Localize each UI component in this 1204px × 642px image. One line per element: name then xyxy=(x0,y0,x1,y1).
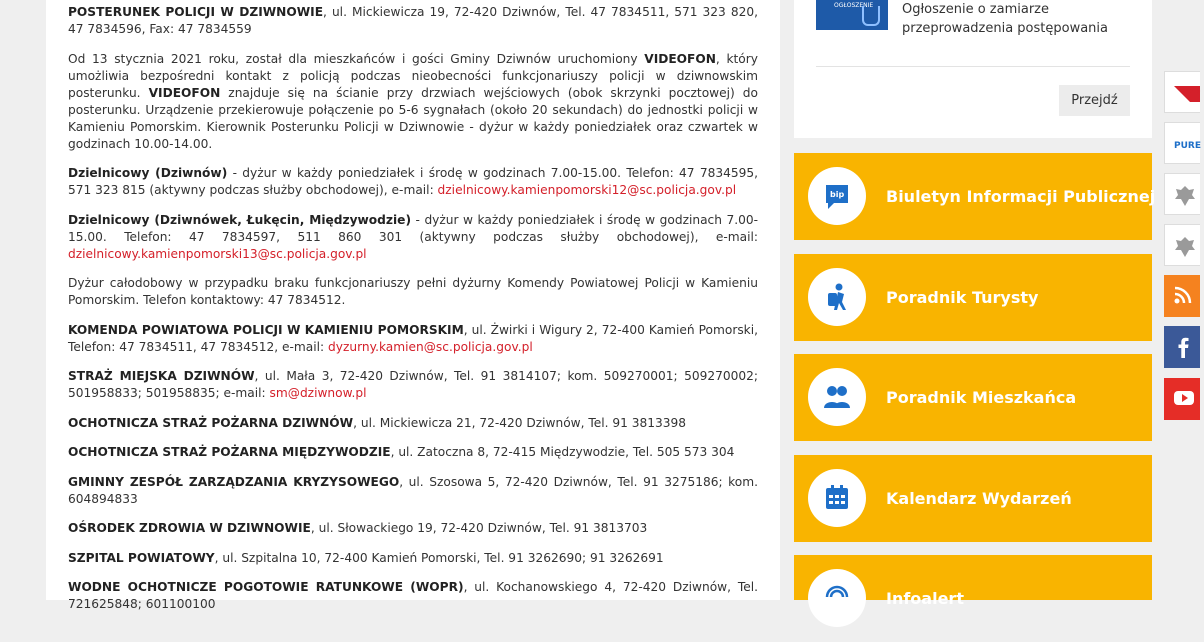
rail-rss-link[interactable] xyxy=(1164,275,1200,317)
contact-entry: STRAŻ MIEJSKA DZIWNÓW, ul. Mała 3, 72-420 Dziwnów, Tel. 91 3814107; kom. 509270001; 509270002; 501958833; 501958835; e-mail: sm@dziwnow.pl xyxy=(68,369,758,400)
entry-name: Dzielnicowy (Dziwnów) xyxy=(68,166,228,180)
entry-name: OŚRODEK ZDROWIA W DZIWNOWIE xyxy=(68,521,311,535)
email-link[interactable]: sm@dziwnow.pl xyxy=(269,386,367,400)
divider xyxy=(816,66,1130,67)
news-box xyxy=(794,0,1152,138)
contact-entry: OŚRODEK ZDROWIA W DZIWNOWIE, ul. Słowackiego 19, 72-420 Dziwnów, Tel. 91 3813703 xyxy=(68,521,648,535)
tourist-icon xyxy=(822,282,852,312)
news-figure-icon xyxy=(862,6,880,26)
infoalert-icon xyxy=(822,583,852,613)
svg-text:PURE: PURE xyxy=(1174,141,1201,151)
rail-facebook-link[interactable] xyxy=(1164,326,1200,368)
contact-entry: OCHOTNICZA STRAŻ POŻARNA MIĘDZYWODZIE, ul. Zatoczna 8, 72-415 Międzywodzie, Tel. 505 573 304 xyxy=(68,445,735,459)
svg-text:bip: bip xyxy=(1188,87,1201,95)
rail-bip-link[interactable] xyxy=(1164,71,1200,113)
email-link[interactable]: dzielnicowy.kamienpomorski13@sc.policja.gov.pl xyxy=(68,246,367,261)
email-link[interactable]: dyzurny.kamien@sc.policja.gov.pl xyxy=(328,339,533,354)
email-link[interactable]: dzielnicowy.kamienpomorski12@sc.policja.gov.pl xyxy=(437,183,737,197)
rail-emblem-link[interactable] xyxy=(1164,173,1200,215)
main-content xyxy=(46,0,780,611)
pure-icon xyxy=(1174,133,1204,157)
contact-entry: OCHOTNICZA STRAŻ POŻARNA DZIWNÓW, ul. Mickiewicza 21, 72-420 Dziwnów, Tel. 91 3813398 xyxy=(68,415,687,430)
entry-name: OCHOTNICZA STRAŻ POŻARNA MIĘDZYWODZIE xyxy=(68,445,391,459)
tile-events-calendar[interactable]: Kalendarz Wydarzeń xyxy=(794,455,1152,542)
residents-icon xyxy=(822,382,852,412)
tile-infoalert[interactable]: Infoalert xyxy=(794,555,1152,600)
contact-entry: GMINNY ZESPÓŁ ZARZĄDZANIA KRYZYSOWEGO, ul. Szosowa 5, 72-420 Dziwnów, Tel. 91 3275186; kom. 604894833 xyxy=(68,474,758,506)
entry-name: WODNE OCHOTNICZE POGOTOWIE RATUNKOWE (WOPR) xyxy=(68,580,464,594)
rail-emblem-link-2[interactable] xyxy=(1164,224,1200,266)
contact-entry: Dzielnicowy (Dziwnówek, Łukęcin, Międzywodzie) - dyżur w każdy poniedziałek i środę w godzinach 7.00-15.00. Telefon: 47 7834597, 511 860 301 (aktywny podczas służby obchodowej), e-mail: dzielnicowy.kamienpomorski13@sc.policja.gov.pl xyxy=(68,212,759,261)
contact-entry: POSTERUNEK POLICJI W DZIWNOWIE, ul. Mickiewicza 19, 72-420 Dziwnów, Tel. 47 7834511, 571 323 820, 47 7834596, Fax: 47 7834559 xyxy=(68,5,758,36)
eagle-emblem-icon xyxy=(1174,235,1196,259)
entry-name: Dzielnicowy (Dziwnówek, Łukęcin, Międzywodzie) xyxy=(68,212,412,227)
svg-text:bip: bip xyxy=(830,190,845,199)
go-button[interactable]: Przejdź xyxy=(1059,85,1130,116)
rail-pure-link[interactable] xyxy=(1164,122,1200,164)
eagle-emblem-icon xyxy=(1174,184,1196,208)
contact-entry: SZPITAL POWIATOWY, ul. Szpitalna 10, 72-400 Kamień Pomorski, Tel. 91 3262690; 91 3262691 xyxy=(68,550,664,565)
entry-name: OCHOTNICZA STRAŻ POŻARNA DZIWNÓW xyxy=(68,415,354,430)
bip-icon xyxy=(1174,82,1200,106)
entry-name: KOMENDA POWIATOWA POLICJI W KAMIENIU POMORSKIM xyxy=(68,322,464,337)
videofon-paragraph: Od 13 stycznia 2021 roku, został dla mieszkańców i gości Gminy Dziwnów uruchomiony VIDEOFON, który umożliwia bezpośredni kontakt z policją podczas nieobecności funkcjonariuszy policji w dziwnowskim posterunku. VIDEOFON znajduje się na ścianie przy drzwiach wejściowych (obok skrzynki pocztowej) do posterunku. Urządzenie przekierowuje połączenie po 5-6 sygnałach (około 20 sekundach) do jednostki policji w Kamieniu Pomorskim. Kierownik Posterunku Policji w Dziwnowie - dyżur w każdy poniedziałek oraz czwartek w godzinach 10.00-14.00. xyxy=(68,51,758,151)
tile-tourist-guide[interactable]: Poradnik Turysty xyxy=(794,254,1152,341)
entry-name: SZPITAL POWIATOWY xyxy=(68,550,215,565)
entry-name: STRAŻ MIEJSKA DZIWNÓW xyxy=(68,369,255,383)
facebook-icon xyxy=(1173,336,1193,358)
news-thumbnail[interactable]: OGŁOSZENIE xyxy=(816,0,888,30)
contact-entry: KOMENDA POWIATOWA POLICJI W KAMIENIU POMORSKIM, ul. Żwirki i Wigury 2, 72-400 Kamień Pomorski, Telefon: 47 7834511, 47 7834512, e-mail: dyzurny.kamien@sc.policja.gov.pl xyxy=(68,322,758,354)
tile-bip[interactable]: bip Biuletyn Informacji Publicznej xyxy=(794,153,1152,240)
rss-icon xyxy=(1173,285,1193,305)
calendar-icon xyxy=(822,483,852,513)
contact-list xyxy=(68,4,758,626)
contact-entry: WODNE OCHOTNICZE POGOTOWIE RATUNKOWE (WOPR), ul. Kochanowskiego 4, 72-420 Dziwnów, Tel. 721625848; 601100100 xyxy=(68,580,758,611)
youtube-icon xyxy=(1173,388,1195,408)
news-title[interactable]: Ogłoszenie o zamiarze przeprowadzenia postępowania xyxy=(902,2,1109,36)
bip-icon xyxy=(822,181,852,211)
rail-youtube-link[interactable] xyxy=(1164,378,1200,420)
contact-entry: Dzielnicowy (Dziwnów) - dyżur w każdy poniedziałek i środę w godzinach 7.00-15.00. Telefon: 47 7834595, 571 323 815 (aktywny podczas służby obchodowej), e-mail: dzielnicowy.kamienpomorski12@sc.policja.gov.pl xyxy=(68,166,758,197)
entry-name: POSTERUNEK POLICJI W DZIWNOWIE xyxy=(68,5,324,19)
entry-name: GMINNY ZESPÓŁ ZARZĄDZANIA KRYZYSOWEGO xyxy=(68,474,400,489)
duty-paragraph: Dyżur całodobowy w przypadku braku funkcjonariuszy pełni dyżurny Komendy Powiatowej Policji w Kamieniu Pomorskim. Telefon kontaktowy: 47 7834512. xyxy=(68,276,758,307)
tile-residents-guide[interactable]: Poradnik Mieszkańca xyxy=(794,354,1152,441)
